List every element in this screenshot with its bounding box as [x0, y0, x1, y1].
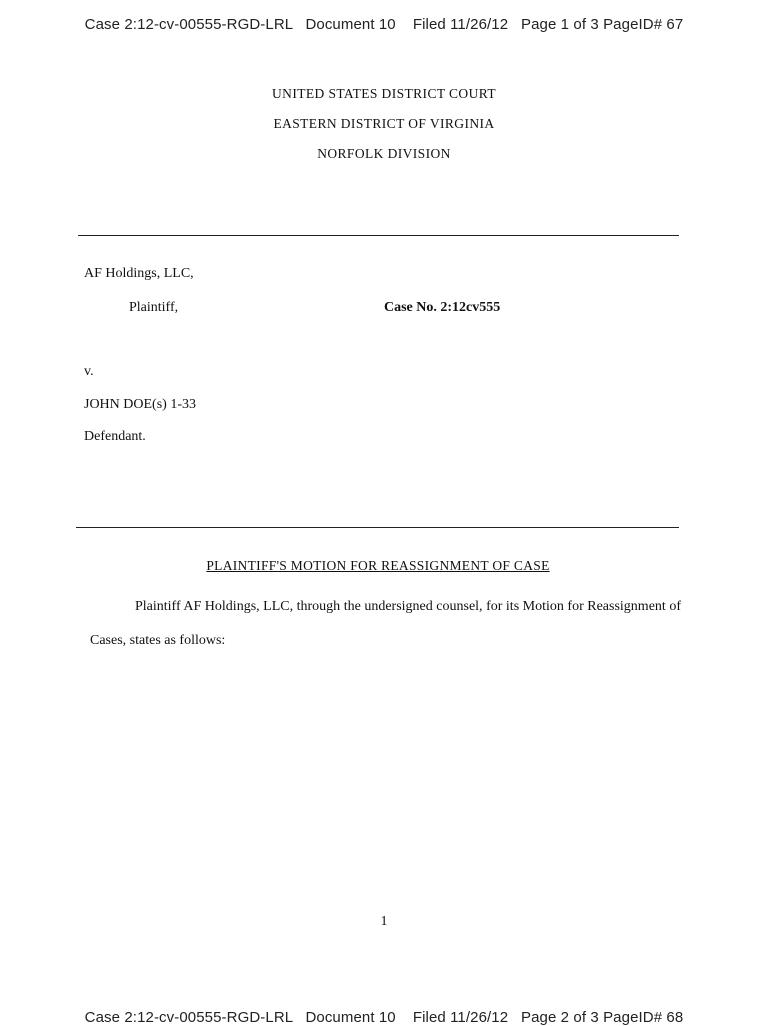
ecf-filing-header-next-page: Case 2:12-cv-00555-RGD-LRL Document 10 Filed 11/26/12 Page 2 of 3 PageID# 68 [84, 1009, 684, 1026]
plaintiff-name: AF Holdings, LLC, [84, 266, 194, 281]
court-division: NORFOLK DIVISION [317, 146, 451, 161]
caption-top-rule [78, 235, 679, 236]
court-name: UNITED STATES DISTRICT COURT [272, 86, 496, 101]
court-district: EASTERN DISTRICT OF VIRGINIA [273, 116, 495, 131]
motion-title: PLAINTIFF'S MOTION FOR REASSIGNMENT OF CASE [206, 558, 550, 573]
ecf-filing-header: Case 2:12-cv-00555-RGD-LRL Document 10 Filed 11/26/12 Page 1 of 3 PageID# 67 [84, 16, 684, 33]
case-number: Case No. 2:12cv555 [384, 300, 501, 315]
page-number: 1 [380, 914, 388, 929]
plaintiff-role: Plaintiff, [129, 300, 179, 315]
defendant-role: Defendant. [84, 429, 146, 444]
defendant-name: JOHN DOE(s) 1-33 [84, 397, 196, 412]
caption-bottom-rule [76, 527, 679, 528]
versus-label: v. [84, 364, 94, 379]
body-paragraph: Plaintiff AF Holdings, LLC, through the undersigned counsel, for its Motion for Reassignment of Cases, states as follows: [90, 599, 681, 648]
